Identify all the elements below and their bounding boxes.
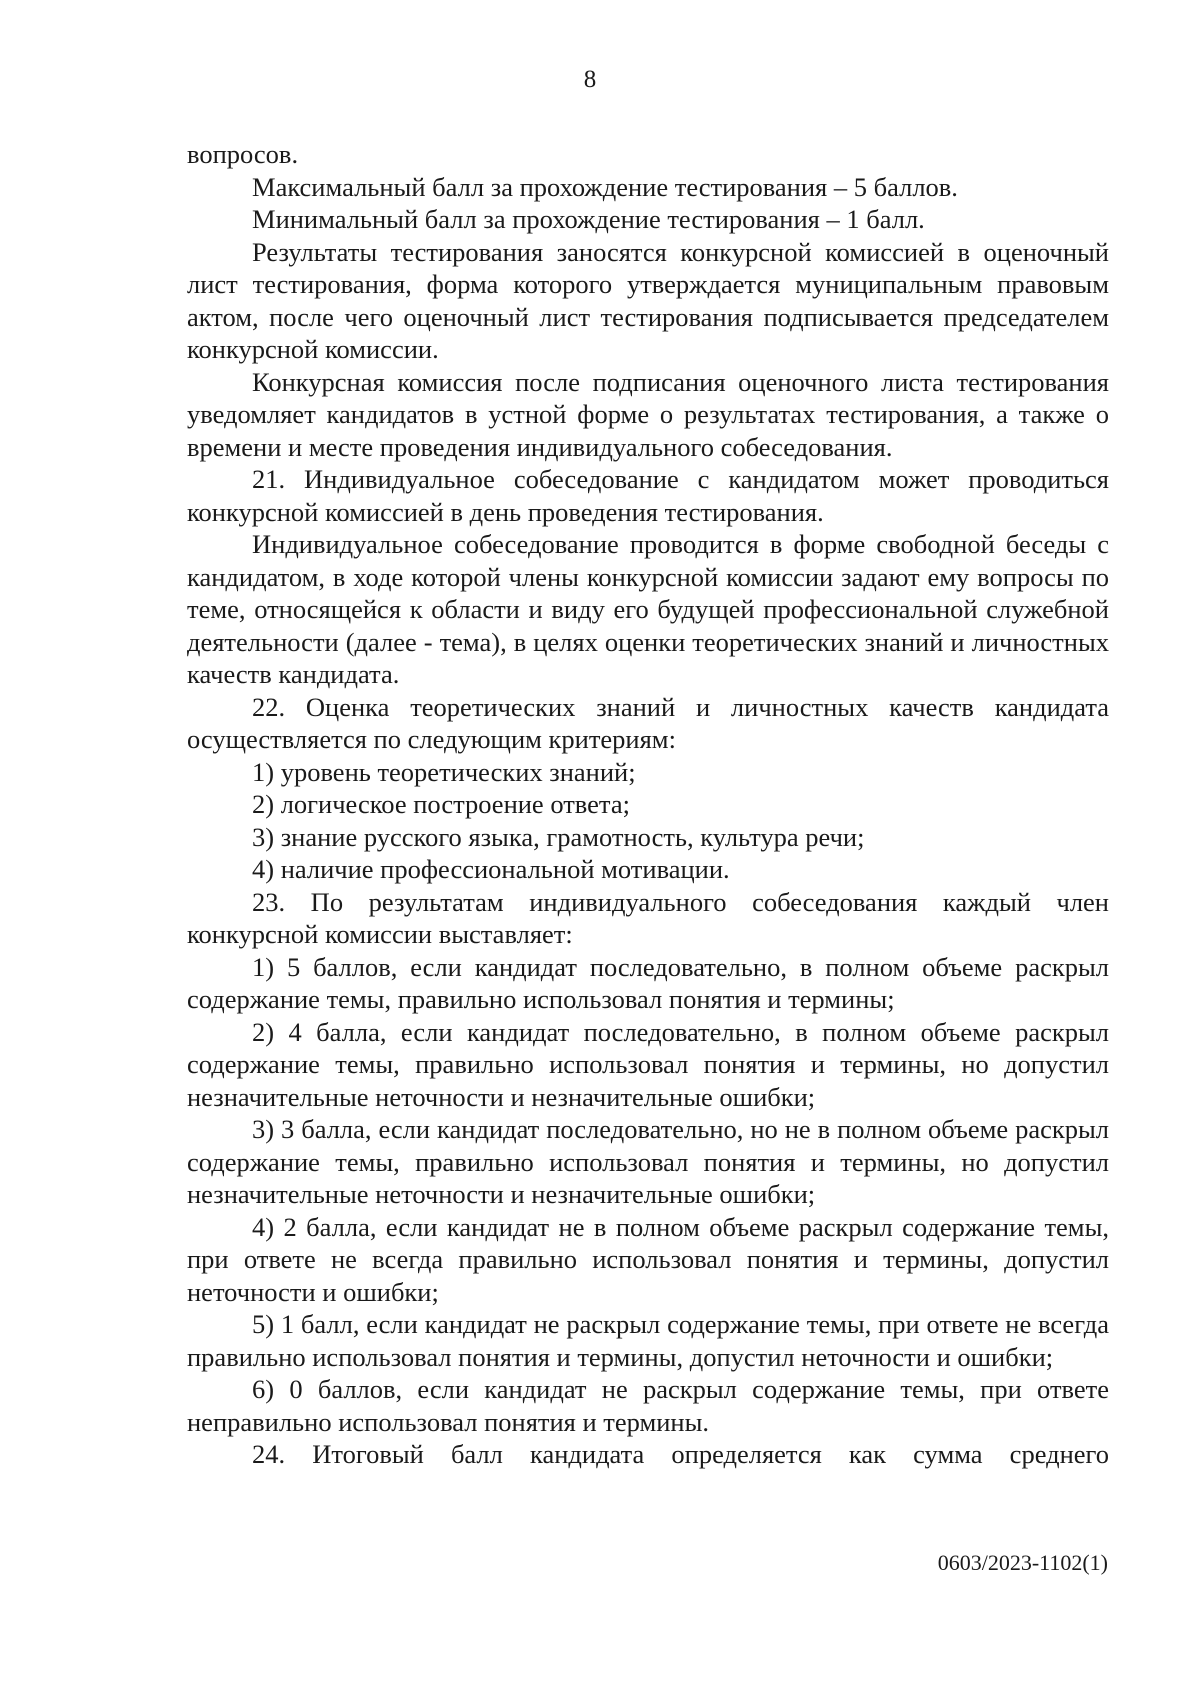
list-item: 4) 2 балла, если кандидат не в полном объеме раскрыл содержание темы, при ответе не всегда правильно использовал понятия и термины, допустил неточности и ошибки; — [187, 1211, 1109, 1307]
paragraph: Индивидуальное собеседование проводится в форме свободной беседы с кандидатом, в ходе которой члены конкурсной комиссии задают ему вопросы по теме, относящейся к области и виду его будущей профессиональной служебной деятельности (далее - тема), в целях оценки теоретических знаний и личностных качеств кандидата. — [187, 529, 1109, 689]
paragraph: 23. По результатам индивидуального собеседования каждый член конкурсной комиссии выставляет: — [187, 886, 1109, 949]
paragraph: Максимальный балл за прохождение тестирования – 5 баллов. — [252, 171, 958, 202]
paragraph: вопросов. — [187, 139, 299, 169]
page-number: 8 — [583, 66, 597, 93]
list-item: 4) наличие профессиональной мотивации. — [252, 854, 730, 884]
list-item: 2) 4 балла, если кандидат последовательно, в полном объеме раскрыл содержание темы, правильно использовал понятия и термины, но допустил незначительные неточности и незначительные ошибки; — [187, 1016, 1109, 1112]
list-item: 1) 5 баллов, если кандидат последовательно, в полном объеме раскрыл содержание темы, правильно использовал понятия и термины; — [187, 951, 1109, 1014]
list-item: 1) уровень теоретических знаний; — [252, 756, 636, 787]
paragraph: 22. Оценка теоретических знаний и личностных качеств кандидата осуществляется по следующим критериям: — [187, 691, 1109, 754]
paragraph: Результаты тестирования заносятся конкурсной комиссией в оценочный лист тестирования, форма которого утверждается муниципальным правовым актом, после чего оценочный лист тестирования подписывается председателем конкурсной комиссии. — [187, 236, 1109, 364]
list-item: 2) логическое построение ответа; — [252, 789, 630, 819]
list-item: 3) знание русского языка, грамотность, культура речи; — [252, 821, 865, 852]
document-body — [187, 138, 1109, 1471]
paragraph: Конкурсная комиссия после подписания оценочного листа тестирования уведомляет кандидатов в устной форме о результатах тестирования, а также о времени и месте проведения индивидуального собеседования. — [187, 366, 1109, 462]
paragraph: 24. Итоговый балл кандидата определяется как сумма среднего — [252, 1439, 1109, 1469]
paragraph: 21. Индивидуальное собеседование с кандидатом может проводиться конкурсной комиссией в день проведения тестирования. — [187, 464, 1109, 527]
list-item: 5) 1 балл, если кандидат не раскрыл содержание темы, при ответе не всегда правильно использовал понятия и термины, допустил неточности и ошибки; — [187, 1309, 1109, 1372]
document-code: 0603/2023-1102(1) — [937, 1550, 1108, 1575]
list-item: 3) 3 балла, если кандидат последовательно, но не в полном объеме раскрыл содержание темы, правильно использовал понятия и термины, но допустил незначительные неточности и незначительные ошибки; — [187, 1114, 1109, 1209]
paragraph: Минимальный балл за прохождение тестирования – 1 балл. — [252, 204, 925, 234]
list-item: 6) 0 баллов, если кандидат не раскрыл содержание темы, при ответе неправильно использовал понятия и термины. — [187, 1374, 1109, 1437]
